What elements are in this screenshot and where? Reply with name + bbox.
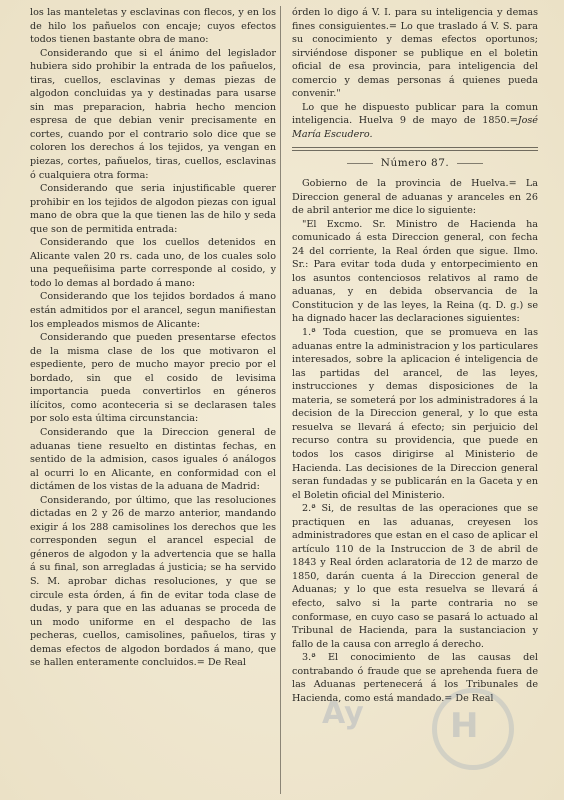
paragraph: Considerando que los tejidos bordados á mano están admitidos por el arancel, segun manifiestan los empleados mismos de Alicante: bbox=[30, 291, 276, 330]
signature: José María Escudero. bbox=[292, 115, 538, 140]
left-column bbox=[30, 6, 276, 670]
paragraph: Gobierno de la provincia de Huelva.= La Direccion general de aduanas y aranceles en 26 de abril anterior me dice lo siguiente: bbox=[292, 178, 538, 217]
section-rule bbox=[292, 147, 538, 148]
column-divider bbox=[280, 6, 281, 794]
heading-rule bbox=[347, 163, 373, 164]
heading-rule bbox=[457, 163, 483, 164]
closing-text: Lo que he dispuesto publicar para la comun inteligencia. Huelva 9 de mayo de 1850.= bbox=[292, 101, 538, 127]
paragraph: los las manteletas y esclavinas con flecos, y en los de hilo los pañuelos con encaje; cuyos efectos todos tienen bastante obra de mano: bbox=[30, 7, 276, 46]
section-number: Número 87. bbox=[380, 157, 450, 170]
paragraph: Considerando que los cuellos detenidos en Alicante valen 20 rs. cada uno, de los cuales solo una pequeñisima parte corresponde al cosido, y todo lo demas al bordado á mano: bbox=[30, 237, 276, 289]
paragraph: "El Excmo. Sr. Ministro de Hacienda ha comunicado á esta Direccion general, con fecha 24 del corriente, la Real órden que sigue. Ilmo. Sr.: Para evitar toda duda y entorpecimiento en los asuntos contenciosos relativos al ramo de aduanas, y en debida observancia de la Constitucion y de las leyes, la Reina (q. D. g.) se ha dignado hacer las declaraciones siguientes: bbox=[292, 218, 538, 325]
paragraph: órden lo digo á V. I. para su inteligencia y demas fines consiguientes.= Lo que traslado á V. S. para su conocimiento y demas efectos oportunos; sirviéndose disponer se publique en el boletin oficial de esa provincia, para inteligencia del comercio y demas personas á quienes pueda convenir." bbox=[292, 7, 538, 100]
paragraph: Considerando que si el ánimo del legislador hubiera sido prohibir la entrada de los pañuelos, tiras, cuellos, esclavinas y demas piezas de algodon concluidas ya y destinadas para usarse sin mas preparacion, habria hecho mencion espresa de que debian venir precisamente en cortes, cuando por el contrario solo dice que se coloren los derechos á los tejidos, ya vengan en piezas, cortes, pañuelos, tiras, cuellos, esclavinas ó cualquiera otra forma: bbox=[30, 47, 276, 181]
paragraph: 1.ª Toda cuestion, que se promueva en las aduanas entre la administracion y los particulares interesados, sobre la aplicacion é inteligencia de las partidas del arancel, de las leyes, instrucciones y demas disposiciones de la materia, se someterá por los administradores á la decision de la Direccion general, y lo que esta resuelva se llevará á efecto; sin perjuicio del recurso contra su providencia, que puede en todos los casos dirigirse al Ministerio de Hacienda. Las decisiones de la Direccion general seran fundadas y se publicarán en la Gaceta y en el Boletin oficial del Ministerio. bbox=[292, 327, 538, 501]
paragraph: 2.ª Si, de resultas de las operaciones que se practiquen en las aduanas, creyesen los administradores que estan en el caso de aplicar el artículo 110 de la Instruccion de 3 de abril de 1843 y Real órden aclaratoria de 12 de marzo de 1850, darán cuenta á la Direccion general de Aduanas; y lo que esta resuelva se llevará á efecto, salvo si la parte contraria no se conformase, en cuyo caso se pasará lo actuado al Tribunal de Hacienda, para la sustanciacion y fallo de la causa con arreglo á derecho. bbox=[292, 503, 538, 650]
paragraph bbox=[292, 101, 538, 142]
right-column bbox=[292, 6, 538, 705]
section-heading bbox=[292, 157, 538, 171]
paragraph: Considerando que la Direccion general de aduanas tiene resuelto en distintas fechas, en sentido de la admision, casos iguales ó análogos al ocurri lo en Alicante, en conformidad con el dictámen de los vistas de la aduana de Madrid: bbox=[30, 426, 276, 493]
paragraph: Considerando, por último, que las resoluciones dictadas en 2 y 26 de marzo anterior, mandando exigir á los 288 camisolines los derechos que les corresponden segun el arancel especial de géneros de algodon y la advertencia que se halla á su final, son arregladas á justicia; se ha servido S. M. aprobar dichas resoluciones, y que se circule esta órden, á fin de evitar toda clase de dudas, y para que en las aduanas se proceda de un modo uniforme en el despacho de las pecheras, cuellos, camisolines, pañuelos, tiras y demas efectos de algodon bordados á mano, que se hallen enteramente concluidos.= De Real bbox=[30, 494, 276, 669]
watermark-logo: Ay H bbox=[322, 668, 522, 786]
section-rule bbox=[292, 150, 538, 151]
paragraph: Considerando que pueden presentarse efectos de la misma clase de los que motivaron el espediente, pero de mucho mayor precio por el bordado, sin que el cosido de levisima importancia pueda convertirlos en géneros ilícitos, como aconteceria si se declarasen tales por solo esta última circunstancia: bbox=[30, 332, 276, 425]
paragraph: 3.ª El conocimiento de las causas del contrabando ó fraude que se aprehenda fuera de las Aduanas pertenecerá á los Tribunales de Hacienda, como está mandado.= De Real bbox=[292, 652, 538, 704]
paragraph: Considerando que seria injustificable querer prohibir en los tejidos de algodon piezas con igual mano de obra que la que tienen las de hilo y seda que son de permitida entrada: bbox=[30, 183, 276, 235]
